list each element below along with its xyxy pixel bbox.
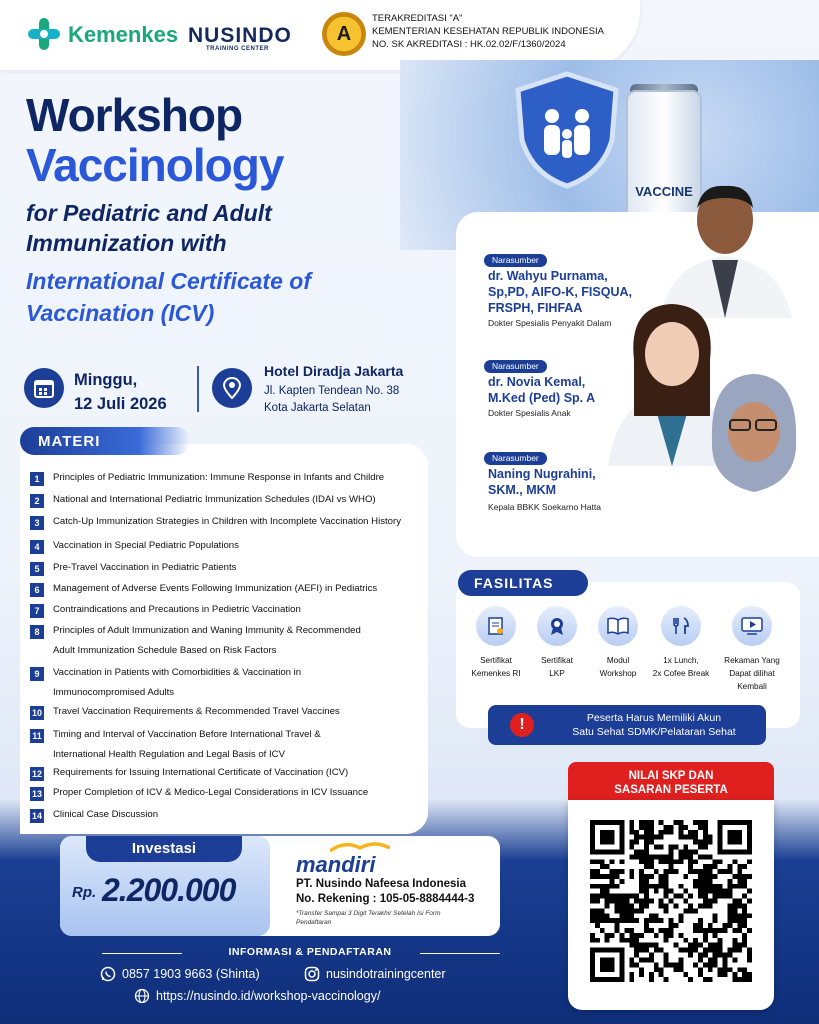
materi-number: 4 — [30, 540, 44, 554]
family-shield-icon — [512, 70, 622, 190]
footer-phone[interactable] — [100, 966, 260, 982]
fasilitas-label: Rekaman Yang — [724, 656, 780, 665]
divider — [420, 953, 500, 954]
materi-text — [53, 783, 368, 803]
fasilitas-item — [720, 606, 784, 693]
event-date — [74, 368, 167, 416]
accreditation-line: TERAKREDITASI "A" — [372, 13, 463, 24]
materi-text — [53, 621, 361, 661]
subtitle-line2: International Certificate of Vaccination (ICV) — [26, 268, 311, 326]
materi-item — [30, 766, 348, 783]
nusindo-logo-subtext: TRAINING CENTER — [206, 46, 269, 52]
certificate-icon — [476, 606, 516, 646]
speaker-name-1 — [488, 268, 632, 316]
accreditation-badge-icon: A — [322, 12, 366, 56]
materi-line: National and International Pediatric Immunization Schedules (IDAI vs WHO) — [53, 494, 376, 505]
transfer-note: *Transfer Sampai 3 Digit Terakhir Setelah Isi Form Pendaftaran — [296, 910, 441, 926]
location-pin-icon — [212, 368, 252, 408]
phone-number: 0857 1903 9663 (Shinta) — [122, 967, 260, 981]
materi-line: Pre-Travel Vaccination in Pediatric Patients — [53, 562, 237, 573]
materi-text — [53, 558, 236, 578]
speaker-name-line: FRSPH, FIHFAA — [488, 301, 583, 315]
fasilitas-heading: FASILITAS — [458, 570, 588, 596]
speaker-photo-3 — [690, 370, 818, 542]
materi-number: 3 — [30, 516, 44, 530]
materi-item — [30, 666, 301, 703]
materi-line: Timing and Interval of Vaccination Before International Travel & — [53, 729, 321, 740]
fasilitas-label: Sertifikat — [480, 656, 512, 665]
accreditation-text — [372, 12, 604, 51]
materi-number: 12 — [31, 769, 42, 779]
materi-number: 6 — [30, 583, 44, 597]
materi-item — [30, 515, 401, 532]
account-company: PT. Nusindo Nafeesa Indonesia — [296, 878, 466, 890]
speaker-name-3 — [488, 466, 596, 498]
instagram-icon — [304, 966, 320, 982]
speaker-role-2: Dokter Spesialis Anak — [488, 408, 571, 418]
fasilitas-label: 1x Lunch, — [663, 656, 699, 665]
divider — [197, 366, 199, 412]
page-title-line2: Vaccinology — [26, 139, 284, 191]
fasilitas-item — [525, 606, 589, 680]
alert-line: Satu Sehat SDMK/Pelataran Sehat — [572, 726, 736, 738]
materi-number: 8 — [30, 625, 44, 639]
venue-address — [264, 383, 399, 417]
alert-text — [548, 711, 760, 739]
materi-number: 5 — [30, 562, 44, 576]
accreditation-line: NO. SK AKREDITASI : HK.02.02/F/1360/2024 — [372, 39, 566, 50]
materi-item — [30, 539, 239, 556]
materi-number: 14 — [31, 811, 42, 821]
materi-number: 10 — [31, 708, 42, 718]
award-icon — [537, 606, 577, 646]
speaker-tag: Narasumber — [484, 452, 547, 465]
materi-line: Principles of Pediatric Immunization: Immune Response in Infants and Childre — [53, 472, 385, 483]
materi-line: Clinical Case Discussion — [53, 809, 159, 820]
materi-line: International Health Regulation and Legal Basis of ICV — [53, 749, 285, 760]
price-currency: Rp. — [72, 884, 97, 901]
account-number: No. Rekening : 105-05-8884444-3 — [296, 893, 475, 905]
fasilitas-item — [586, 606, 650, 680]
fasilitas-label: Kembali — [737, 682, 767, 691]
speaker-name-line: Sp,PD, AIFO-K, FISQUA, — [488, 285, 632, 299]
skp-heading-line: NILAI SKP DAN — [628, 770, 714, 782]
speaker-name-line: dr. Novia Kemal, — [488, 375, 586, 389]
speaker-name-line: M.Ked (Ped) Sp. A — [488, 391, 596, 405]
materi-item — [30, 624, 361, 661]
speaker-name-line: dr. Wahyu Purnama, — [488, 269, 608, 283]
footer-website[interactable] — [134, 988, 380, 1004]
speaker-role-1: Dokter Spesialis Penyakit Dalam — [488, 318, 612, 328]
materi-line: Vaccination in Patients with Comorbidities & Vaccination in — [53, 667, 302, 678]
subtitle-line1: for Pediatric and Adult Immunization with — [26, 200, 272, 256]
requirement-alert — [488, 705, 766, 745]
materi-item — [30, 705, 340, 722]
speaker-name-line: SKM., MKM — [488, 483, 557, 497]
kemenkes-logo-icon — [26, 16, 62, 52]
calendar-icon — [24, 368, 64, 408]
mandiri-wave-icon — [330, 842, 390, 852]
materi-heading: MATERI — [20, 427, 190, 455]
qr-code-icon[interactable] — [590, 820, 752, 982]
materi-line: Requirements for Issuing International Certificate of Vaccination (ICV) — [53, 767, 349, 778]
materi-item — [30, 561, 236, 578]
price-amount: 2.200.000 — [102, 872, 236, 908]
skp-heading — [568, 762, 774, 802]
materi-line: Management of Adverse Events Following Immunization (AEFI) in Pediatrics — [53, 583, 378, 594]
cutlery-icon — [661, 606, 701, 646]
instagram-handle: nusindotrainingcenter — [326, 967, 446, 981]
page-title-line1: Workshop — [26, 89, 243, 141]
fasilitas-label: Workshop — [599, 669, 637, 678]
venue-name: Hotel Diradja Jakarta — [264, 363, 404, 379]
speaker-tag: Narasumber — [484, 360, 547, 373]
materi-text — [53, 579, 377, 599]
materi-line: Proper Completion of ICV & Medico-Legal Considerations in ICV Issuance — [53, 787, 369, 798]
materi-item — [30, 728, 321, 765]
alert-line: Peserta Harus Memiliki Akun — [586, 712, 722, 724]
fasilitas-label: 2x Cofee Break — [652, 669, 710, 678]
video-icon — [732, 606, 772, 646]
materi-line: Adult Immunization Schedule Based on Risk Factors — [53, 645, 277, 656]
website-url: https://nusindo.id/workshop-vaccinology/ — [156, 989, 381, 1003]
materi-item — [30, 582, 377, 599]
materi-text — [53, 600, 301, 620]
book-icon — [598, 606, 638, 646]
materi-item — [30, 808, 158, 825]
materi-line: Travel Vaccination Requirements & Recommended Travel Vaccines — [53, 706, 340, 717]
address-line: Kota Jakarta Selatan — [264, 402, 371, 414]
materi-line: Vaccination in Special Pediatric Populations — [53, 540, 239, 551]
materi-item — [30, 786, 368, 803]
globe-icon — [134, 988, 150, 1004]
materi-item — [30, 493, 376, 510]
materi-text — [53, 725, 321, 765]
fasilitas-label: LKP — [549, 669, 565, 678]
materi-text — [53, 702, 340, 722]
investasi-heading: Investasi — [86, 836, 242, 862]
fasilitas-item — [649, 606, 713, 680]
footer-heading: INFORMASI & PENDAFTARAN — [228, 946, 392, 958]
materi-item — [30, 471, 384, 488]
materi-number: 11 — [30, 729, 44, 743]
materi-number: 2 — [30, 494, 44, 508]
speaker-role-3: Kepala BBKK Soekarno Hatta — [488, 502, 601, 512]
materi-item — [30, 603, 301, 620]
fasilitas-label: Sertifikat — [541, 656, 573, 665]
vial-label: VACCINE — [635, 184, 693, 199]
bank-logo-text: mandiri — [296, 852, 376, 877]
materi-text — [53, 536, 239, 556]
fasilitas-label: Modul — [606, 656, 630, 665]
materi-line: Principles of Adult Immunization and Waning Immunity & Recommended — [53, 625, 361, 636]
materi-text — [53, 468, 384, 488]
materi-text — [53, 805, 158, 825]
materi-number: 13 — [31, 789, 42, 799]
materi-number: 9 — [30, 667, 44, 681]
exclamation-icon: ! — [510, 713, 534, 737]
kemenkes-logo-text: Kemenkes — [68, 22, 179, 47]
skp-heading-line: SASARAN PESERTA — [614, 784, 728, 796]
materi-text — [53, 663, 301, 703]
speaker-name-line: Naning Nugrahini, — [488, 467, 596, 481]
materi-number: 1 — [30, 472, 44, 486]
fasilitas-item — [464, 606, 528, 680]
speaker-name-2 — [488, 374, 595, 406]
address-line: Jl. Kapten Tendean No. 38 — [264, 385, 400, 397]
event-date-value: 12 Juli 2026 — [74, 395, 167, 413]
whatsapp-icon — [100, 966, 116, 982]
speaker-tag: Narasumber — [484, 254, 547, 267]
materi-line: Catch-Up Immunization Strategies in Children with Incomplete Vaccination History — [53, 516, 402, 527]
materi-line: Contraindications and Precautions in Pedietric Vaccination — [53, 604, 301, 615]
materi-text — [53, 763, 348, 783]
fasilitas-label: Dapat dilihat — [729, 669, 775, 678]
footer-instagram[interactable] — [304, 966, 446, 982]
materi-line: Immunocompromised Adults — [53, 687, 175, 698]
materi-text — [53, 490, 376, 510]
accreditation-line: KEMENTERIAN KESEHATAN REPUBLIK INDONESIA — [372, 26, 604, 37]
materi-text — [53, 512, 401, 532]
materi-number: 7 — [30, 604, 44, 618]
nusindo-logo-text: NUSINDO — [188, 24, 292, 47]
event-day: Minggu, — [74, 371, 138, 389]
fasilitas-label: Kemenkes RI — [471, 669, 521, 678]
